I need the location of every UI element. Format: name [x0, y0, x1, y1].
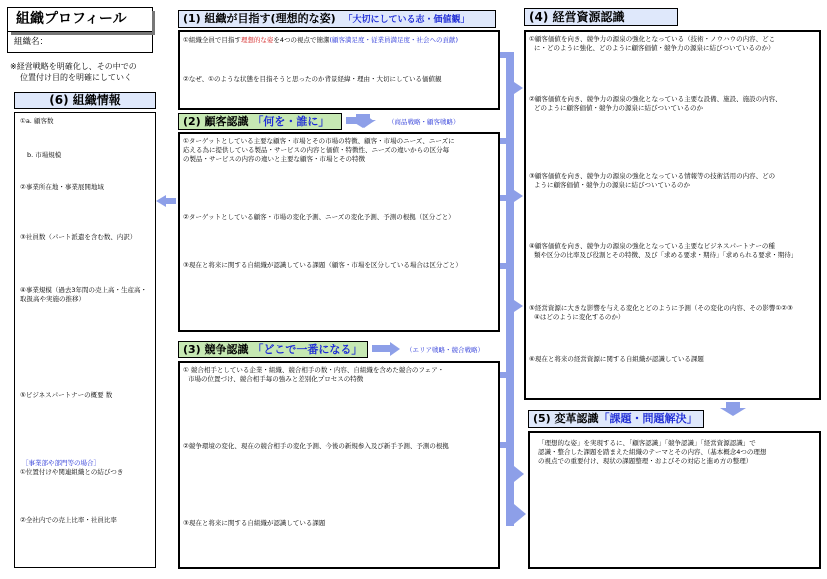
info-dept-position: ①位置付けや関連組織との結びつき	[20, 468, 124, 476]
info-employees: ③社員数（パート派遣を含む数、内訳）	[20, 233, 137, 241]
connector-horizontal	[500, 372, 514, 378]
section-4-q1-line2: に・どのように強化、どのように顧客価値・競争力の源泉に結びついているのか）	[534, 44, 775, 52]
arrow-right-icon	[514, 466, 524, 482]
strategy-note	[10, 61, 137, 83]
section-4-header: (4) 経営資源認識	[524, 8, 678, 26]
section-1-header	[178, 10, 496, 28]
section-2-box	[178, 132, 500, 332]
connector-horizontal	[500, 52, 514, 58]
organization-name-label: 組織名：	[14, 37, 49, 47]
section-5-box	[528, 431, 821, 569]
section-2-header	[178, 113, 342, 130]
section-1-title: (1) 組織が目指す(理想的な姿)	[183, 12, 336, 25]
connector-vertical	[506, 54, 514, 526]
section-5-subtitle: 「課題・問題解決」	[598, 412, 698, 425]
organization-info-box	[14, 112, 156, 568]
section-3-q2: ②競争環境の変化、現在の競合相手の変化予測、今後の新規参入及び新手予測、予測の根拠	[183, 442, 449, 450]
profile-title: 組織プロフィール	[8, 8, 152, 32]
connector-horizontal	[500, 195, 514, 201]
section-4-q4-line1: ④顧客価値を向き、競争力の源泉の強化となっている主要なビジネスパートナーの種	[529, 242, 775, 250]
s1-q1-b: 理想的な姿	[240, 36, 274, 44]
section-1-q2: ②なぜ、①のような状態を目指そうと思ったのか背景経緯・理由・大切にしている価値観	[183, 75, 442, 83]
section-4-q5-line2: ④はどのように変化するのか）	[534, 313, 625, 321]
info-business-scale: ④事業規模（過去3年間の売上高・生産高・取扱高や実施の推移）	[20, 286, 147, 303]
arrow-right-icon	[514, 504, 526, 524]
section-5-header	[528, 410, 704, 428]
section-5-line2: 認識・整合した課題を踏まえた組織のテーマとその内容、（基本概念4つの理想	[538, 448, 767, 456]
s1-q1-d: (顧客満足度・従業員満足度・社会への貢献)	[329, 36, 459, 44]
info-market-size: b. 市場規模	[27, 151, 62, 159]
connector-horizontal	[500, 138, 514, 144]
section-3-tag: （エリア戦略・競合戦略）	[406, 346, 484, 354]
section-5-title: (5) 変革認識	[533, 412, 599, 425]
section-3-q3: ③現在と将来に関する自組織が認識している課題	[183, 519, 326, 527]
section-2-q1-line1: ①ターゲットとしている主要な顧客・市場とその市場の特徴、顧客・市場のニーズ、ニーズに	[183, 137, 455, 145]
info-dept-header: ［事業部や部門等の場合］	[22, 459, 100, 467]
section-2-tag: （商品戦略・顧客戦略）	[388, 118, 460, 126]
section-4-q2-line2: どのように顧客価値・競争力の源泉に結びついているのか	[534, 104, 703, 112]
section-3-q1-line2: 市場の位置づけ、競合相手毎の強みと差別化プロセスの特徴	[188, 375, 364, 383]
arrow-down-icon	[720, 408, 746, 416]
section-3-title: (3) 競争認識	[183, 343, 249, 356]
arrow-right-head	[364, 114, 374, 128]
info-partners: ⑤ビジネスパートナーの概要 数	[20, 391, 113, 399]
arrow-connector	[164, 198, 176, 204]
section-6-header: (6) 組織情報	[14, 92, 156, 109]
section-4-q1-line1: ①顧客価値を向き、競争力の源泉の強化となっている（技術・ノウハウの内容、どこ	[529, 35, 776, 43]
section-4-q4-line2: 類や区分の比率及び役割とその特徴、及び「求める要求・期待」「求められる要求・期待」	[534, 251, 798, 259]
arrow-right-icon	[514, 300, 523, 312]
info-customers: ①a. 顧客数	[20, 117, 54, 125]
section-5-line1: 「理想的な姿」を実現するに、「顧客認識」「競争認識」「経営資源認識」で	[538, 439, 756, 447]
section-4-box	[524, 30, 821, 400]
info-locations: ②事業所在地・事業展開地域	[20, 183, 104, 191]
section-1-box	[178, 30, 500, 110]
section-3-subtitle: 「どこで一番になる」	[252, 343, 363, 356]
section-4-q3-line2: ように顧客価値・競争力の源泉に結びついているのか	[534, 181, 690, 189]
profile-box	[7, 7, 153, 53]
section-2-title: (2) 顧客認識	[183, 115, 249, 128]
section-2-subtitle: 「何を・誰に」	[252, 115, 330, 128]
section-4-q5-line1: ⑤経営資源に大きな影響を与える変化とどのように予測（その変化の内容、その影響①②③	[529, 304, 793, 312]
section-2-q1-line3: の製品・サービスの内容の違いと主要な顧客・市場とその特徴	[183, 155, 365, 163]
arrow-right-icon	[372, 345, 390, 352]
info-dept-ratio: ②全社内での売上比率・社員比率	[20, 516, 117, 524]
section-5-line3: の視点での重要付け、現状の課題整理・およびその対応と進め方の整理）	[538, 457, 753, 465]
connector-horizontal	[500, 442, 514, 448]
section-4-q2-line1: ②顧客価値を向き、競争力の源泉の強化となっている主要な設備、施設、施設の内容、	[529, 95, 782, 103]
section-4-q6: ⑥現在と将来の経営資源に関する自組織が認識している課題	[529, 355, 704, 363]
section-3-q1-line1: ① 競合相手としている企業・組織、競合相手の数・内容、自組織を含めた競合のフェア・	[183, 366, 445, 374]
s1-q1-c: を4つの視点で簡潔	[273, 36, 330, 44]
arrow-right-icon	[514, 82, 523, 94]
arrow-right-icon	[514, 190, 523, 202]
section-1-q1	[183, 36, 458, 45]
s1-q1-a: ①組織全員で目指す	[183, 36, 241, 44]
section-4-q3-line1: ③顧客価値を向き、競争力の源泉の強化となっている情報等の技術活用の内容、どの	[529, 172, 776, 180]
connector-horizontal	[500, 263, 514, 269]
note-line-1: ※経営戦略を明確化し、その中での	[10, 62, 137, 71]
section-2-q2: ②ターゲットとしている顧客・市場の変化予測、ニーズの変化予測、予測の根拠（区分ごと）	[183, 213, 455, 221]
section-2-q1-line2: 応える為に提供している製品・サービスの内容と価値・特徴性、ニーズの違いからの区分毎	[183, 146, 450, 154]
section-3-box	[178, 361, 500, 569]
note-line-2: 位置付け目的を明確にしていく	[20, 73, 132, 82]
section-2-q3: ③現在と将来に関する自組織が認識している課題（顧客・市場を区分している場合は区分ごと）	[183, 261, 462, 269]
arrow-right-head	[390, 342, 400, 356]
section-1-tag: 「大切にしている志・価値観」	[343, 15, 470, 25]
arrow-right-icon	[346, 117, 364, 124]
section-3-header	[178, 341, 368, 358]
